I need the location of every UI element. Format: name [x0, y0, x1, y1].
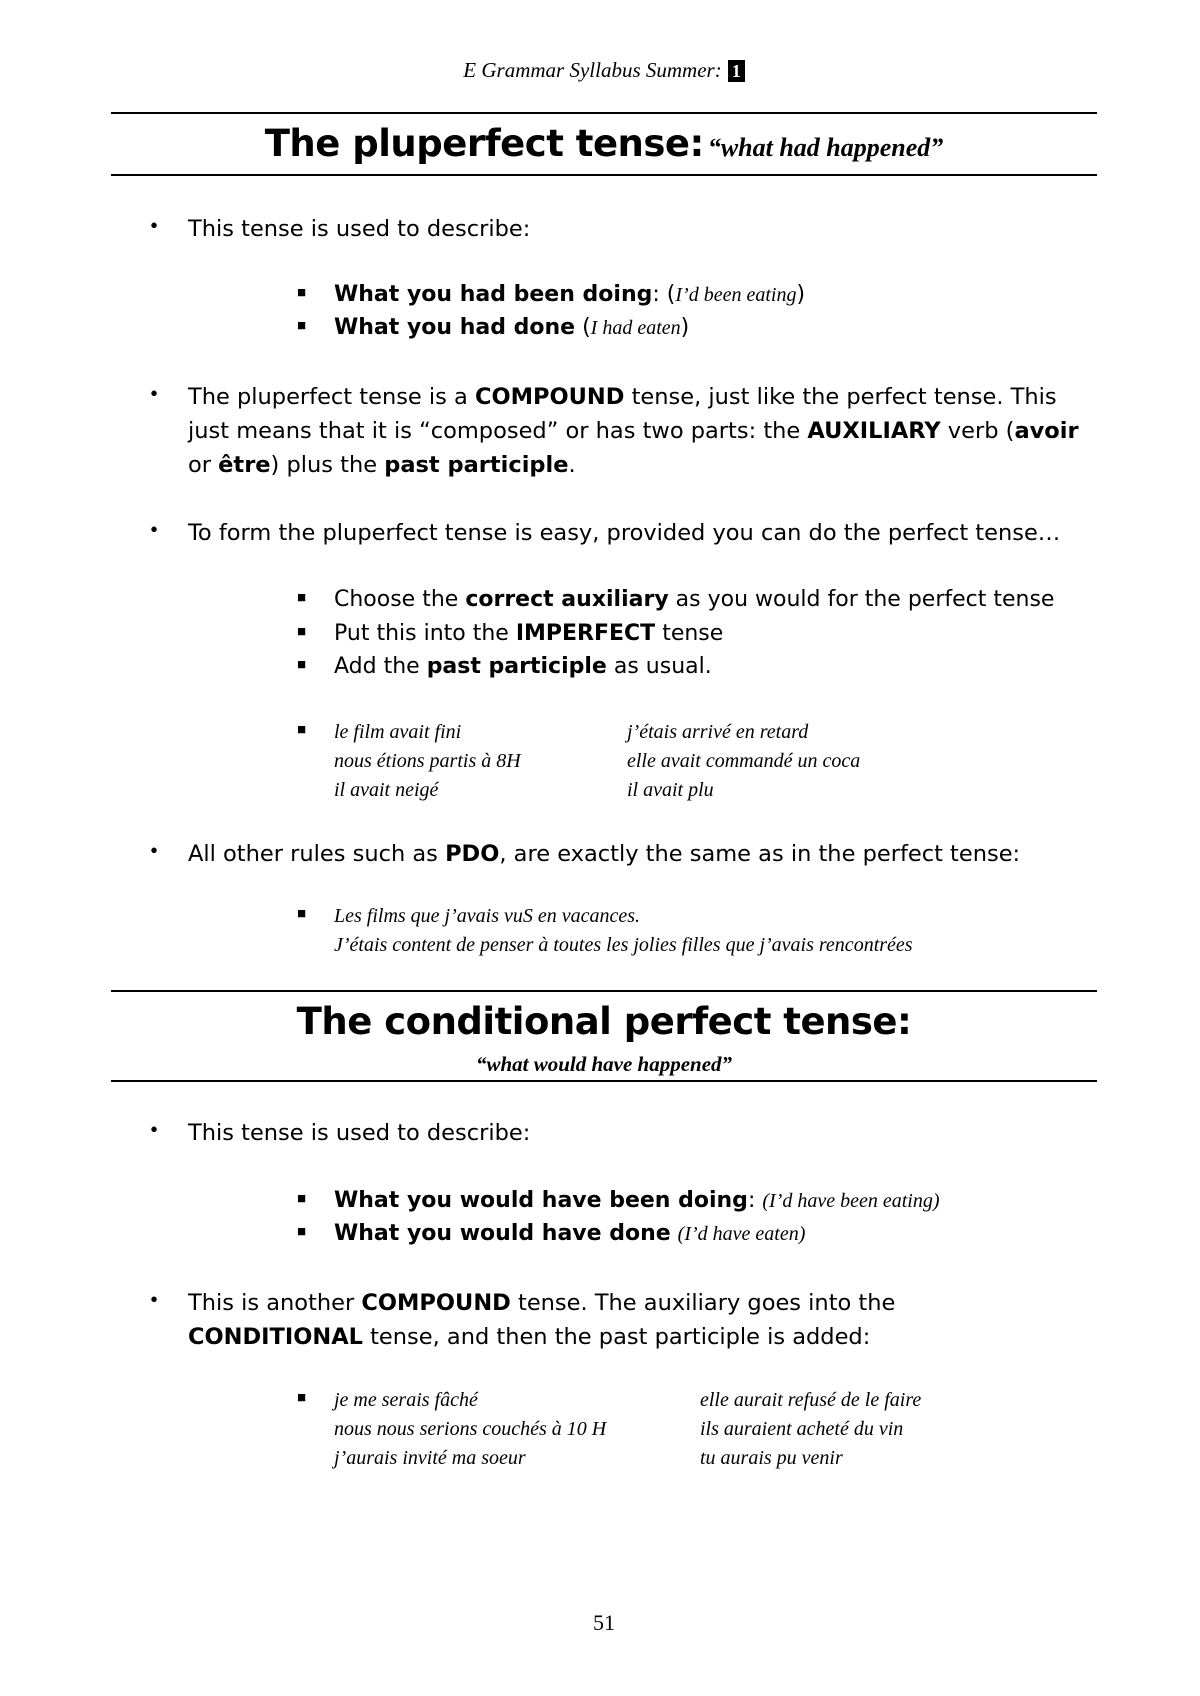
section1-examples-left: le film avait fini nous étions partis à 8H il avait neigé	[334, 721, 521, 801]
square-bullet: ■	[297, 1224, 307, 1240]
bullet-dot: •	[150, 838, 159, 863]
square-bullet: ■	[297, 285, 307, 301]
section1-form-intro: To form the pluperfect tense is easy, provided you can do the perfect tense…	[188, 520, 1061, 546]
section2-examples-right: elle aurait refusé de le faire ils auraient acheté du vin tu aurais pu venir	[700, 1389, 922, 1469]
section2-intro: This tense is used to describe:	[188, 1120, 531, 1146]
square-bullet: ■	[297, 624, 307, 640]
section2-use-2: What you would have done (I’d have eaten)	[334, 1221, 806, 1246]
section1-use-1: What you had been doing: (I’d been eating)	[334, 282, 806, 307]
bullet-dot: •	[150, 213, 159, 238]
section2-title	[111, 1000, 1097, 1043]
section2-subtitle: “what would have happened”	[475, 1052, 733, 1076]
square-bullet: ■	[297, 590, 307, 606]
section1-pdo: All other rules such as PDO, are exactly the same as in the perfect tense:	[188, 841, 1021, 867]
section1-title	[111, 122, 1097, 165]
square-bullet: ■	[297, 1191, 307, 1207]
square-bullet: ■	[297, 906, 307, 922]
running-header	[111, 58, 1097, 83]
header-rule	[111, 112, 1097, 114]
square-bullet: ■	[297, 318, 307, 334]
square-bullet: ■	[297, 1390, 307, 1406]
header-mark: 1	[728, 60, 745, 82]
page-number: 51	[593, 1610, 615, 1635]
section2-title-main: The conditional perfect tense:	[296, 1000, 912, 1043]
section1-compound: The pluperfect tense is a COMPOUND tense, just like the perfect tense. This just means that it is “composed” or has two parts: the AUXILIARY verb (avoir or être) plus the past participle.	[188, 384, 1079, 478]
section1-intro: This tense is used to describe:	[188, 216, 531, 242]
bullet-dot: •	[150, 1117, 159, 1142]
section2-compound: This is another COMPOUND tense. The auxiliary goes into the CONDITIONAL tense, and then the past participle is added:	[188, 1290, 896, 1350]
section1-rule	[111, 174, 1097, 176]
section2-rule	[111, 1080, 1097, 1082]
header-text: E Grammar Syllabus Summer:	[463, 58, 722, 82]
section2-top-rule	[111, 990, 1097, 992]
section1-pdo-examples: Les films que j’avais vuS en vacances. J’étais content de penser à toutes les jolies filles que j’avais rencontrées	[334, 905, 913, 956]
section1-step-2: Put this into the IMPERFECT tense	[334, 621, 724, 646]
section2-examples-left: je me serais fâché nous nous serions couchés à 10 H j’aurais invité ma soeur	[334, 1389, 607, 1469]
section1-step-1: Choose the correct auxiliary as you would for the perfect tense	[334, 587, 1055, 612]
section1-title-main: The pluperfect tense:	[264, 122, 704, 165]
section1-examples-right: j’étais arrivé en retard elle avait commandé un coca il avait plu	[627, 721, 861, 801]
square-bullet: ■	[297, 722, 307, 738]
section1-title-sub: “what had happened”	[707, 133, 944, 162]
section1-step-3: Add the past participle as usual.	[334, 654, 712, 679]
bullet-dot: •	[150, 517, 159, 542]
square-bullet: ■	[297, 657, 307, 673]
bullet-dot: •	[150, 1287, 159, 1312]
section2-use-1: What you would have been doing: (I’d have been eating)	[334, 1188, 940, 1213]
section1-use-2: What you had done (I had eaten)	[334, 315, 690, 340]
bullet-dot: •	[150, 381, 159, 406]
